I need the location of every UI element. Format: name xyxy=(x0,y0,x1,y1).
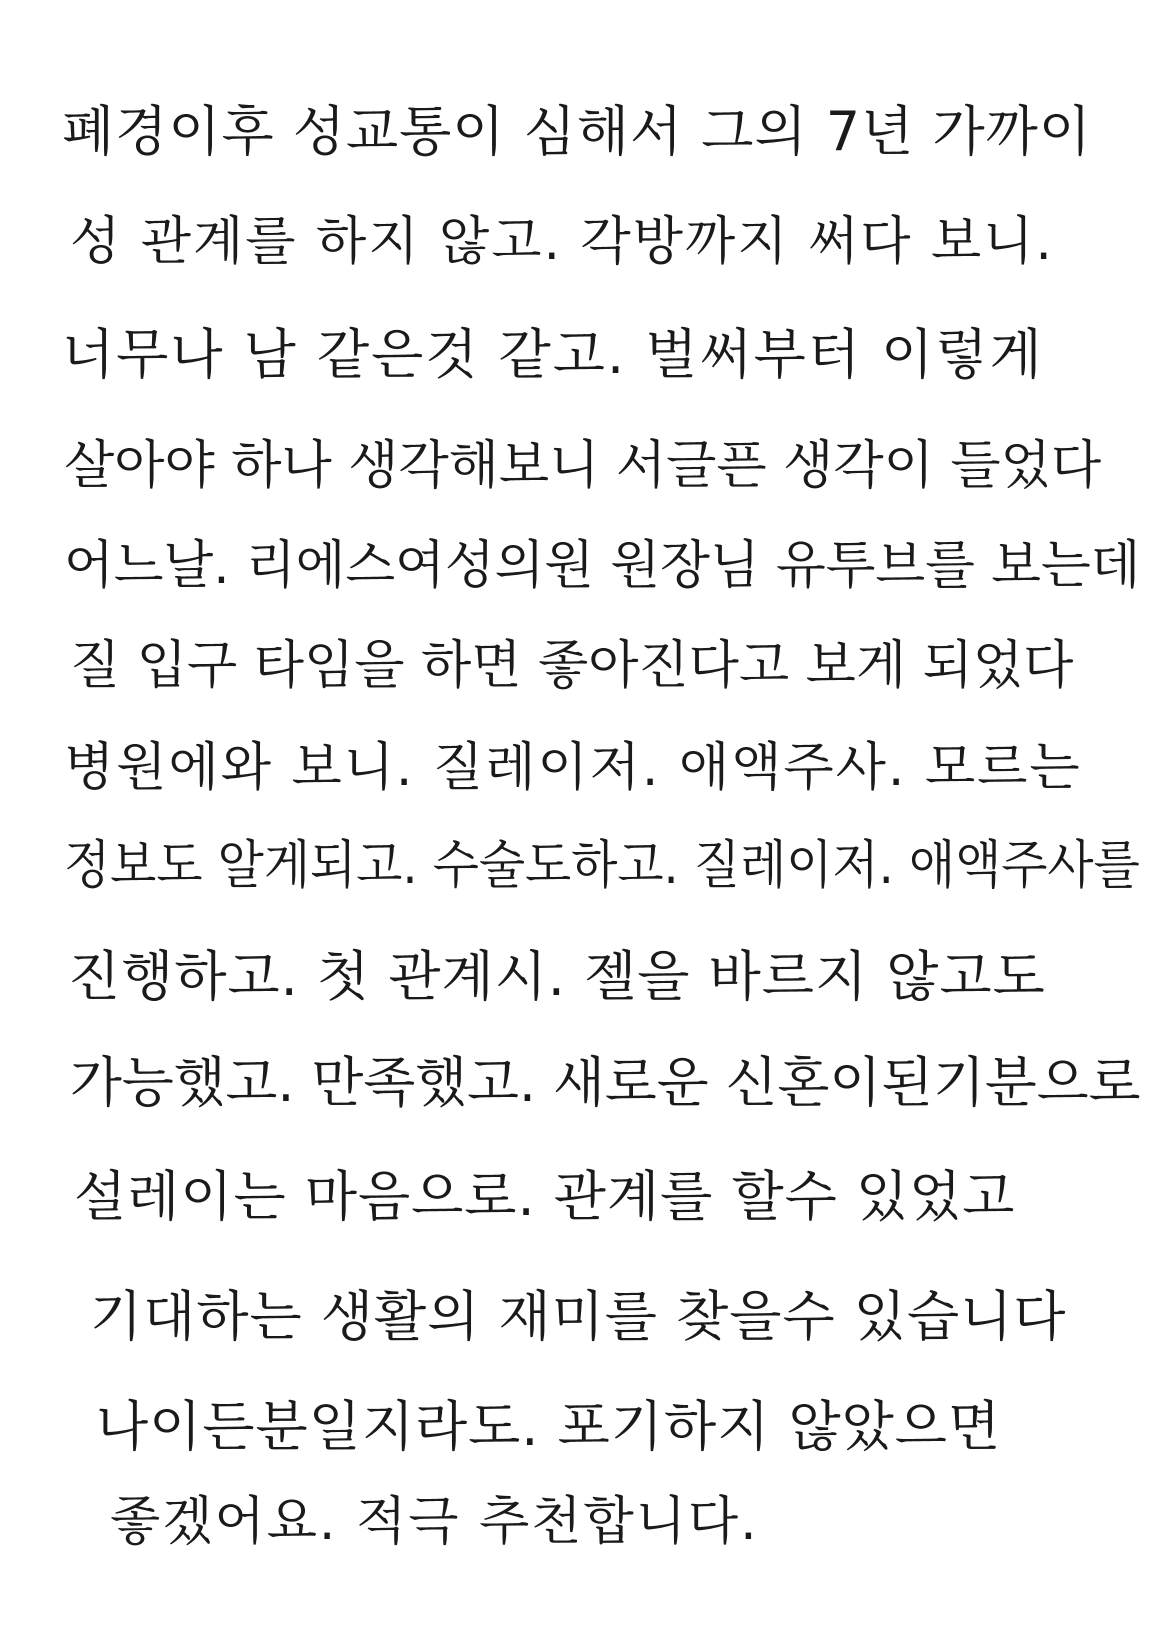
text-line-13: 나이든분일지라도. 포기하지 않았으면 xyxy=(96,1395,1002,1458)
text-line-7: 병원에와 보니. 질레이저. 애액주사. 모르는 xyxy=(64,738,1082,798)
text-line-5: 어느날. 리에스여성의원 원장님 유투브를 보는데 xyxy=(64,536,1141,596)
text-line-1: 폐경이후 성교통이 심해서 그의 7년 가까이 xyxy=(62,100,1092,163)
text-line-12: 기대하는 생활의 재미를 찾을수 있습니다 xyxy=(90,1285,1067,1348)
text-line-10: 가능했고. 만족했고. 새로운 신혼이된기분으로 xyxy=(70,1051,1141,1114)
text-line-8: 정보도 알게되고. 수술도하고. 질레이저. 애액주사를 xyxy=(64,836,1140,896)
text-line-4: 살아야 하나 생각해보니 서글픈 생각이 들었다 xyxy=(64,436,1102,496)
text-line-9: 진행하고. 첫 관계시. 젤을 바르지 않고도 xyxy=(68,945,1046,1008)
text-line-6: 질 입구 타임을 하면 좋아진다고 보게 되었다 xyxy=(70,636,1074,696)
text-line-2: 성 관계를 하지 않고. 각방까지 써다 보니. xyxy=(70,212,1054,272)
text-line-3: 너무나 남 같은것 같고. 벌써부터 이렇게 xyxy=(62,323,1044,386)
text-line-14: 좋겠어요. 적극 추천합니다. xyxy=(110,1492,759,1552)
text-line-11: 설레이는 마음으로. 관계를 할수 있었고 xyxy=(74,1165,1016,1228)
